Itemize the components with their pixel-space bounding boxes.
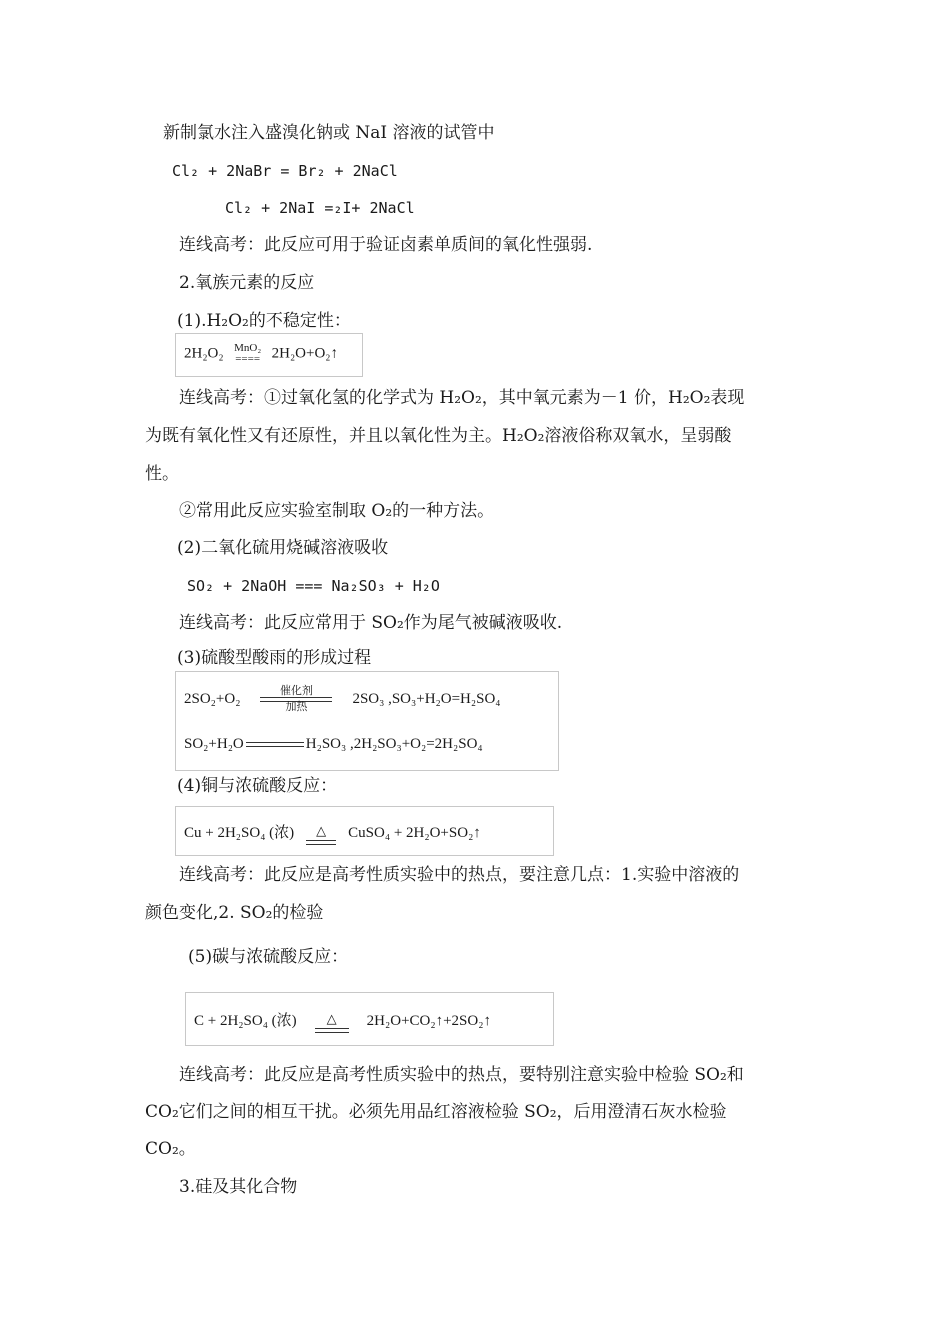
paragraph-line: 为既有氧化性又有还原性，并且以氧化性为主。H₂O₂溶液俗称双氧水，呈弱酸	[145, 426, 732, 446]
reactant: 2SO₂+O₂	[184, 690, 241, 707]
product: CuSO₄ + 2H₂O+SO₂↑	[348, 825, 481, 841]
equals-sign: ====	[235, 353, 261, 365]
equation-box-cu	[175, 806, 554, 856]
text-line: (4)铜与浓硫酸反应：	[177, 776, 338, 796]
paragraph-line: CO₂它们之间的相互干扰。必须先用品红溶液检验 SO₂，后用澄清石灰水检验	[145, 1102, 727, 1122]
text-line: ②常用此反应实验室制取 O₂的一种方法。	[179, 501, 495, 521]
equation-line: Cl₂ + 2NaBr = Br₂ + 2NaCl	[172, 162, 398, 180]
paragraph-line: 连线高考：此反应是高考性质实验中的热点，要注意几点：1.实验中溶液的	[179, 865, 740, 885]
reactant: C + 2H₂SO₄ (浓)	[194, 1013, 297, 1029]
paragraph-line: CO₂。	[145, 1139, 196, 1159]
equation-box-acid-rain	[175, 671, 559, 771]
equals-sign	[306, 840, 336, 845]
paragraph-line: 性。	[145, 464, 179, 484]
product: 2H₂O+CO₂↑+2SO₂↑	[366, 1013, 491, 1029]
equation-box-h2o2	[175, 333, 363, 377]
equation-box-c	[185, 992, 554, 1046]
paragraph-line: 连线高考：①过氧化氢的化学式为 H₂O₂，其中氧元素为－1 价，H₂O₂表现	[179, 388, 745, 408]
heat-label: 加热	[285, 701, 308, 713]
text-line: 连线高考：此反应可用于验证卤素单质间的氧化性强弱.	[179, 235, 593, 255]
heat-symbol: △	[316, 822, 327, 838]
product: 2SO₃ ,SO₃+H₂O=H₂SO₄	[352, 690, 501, 707]
reaction-condition	[260, 686, 332, 713]
equals-sign	[315, 1028, 349, 1033]
text-line: (5)碳与浓硫酸反应：	[188, 947, 349, 967]
catalyst-label: 催化剂	[279, 685, 313, 697]
reversible-arrow	[246, 742, 304, 747]
reactant: SO₂+H₂O	[184, 736, 244, 752]
paragraph-line: 连线高考：此反应是高考性质实验中的热点，要特别注意实验中检验 SO₂和	[179, 1065, 744, 1085]
reaction-condition	[306, 823, 336, 845]
product: H₂SO₃ ,2H₂SO₃+O₂=2H₂SO₄	[305, 736, 483, 752]
section-heading: 2.氧族元素的反应	[179, 273, 315, 293]
reactant: Cu + 2H₂SO₄ (浓)	[184, 825, 295, 841]
reaction-condition	[230, 343, 266, 365]
text-line: (2)二氧化硫用烧碱溶液吸收	[177, 538, 389, 558]
text-line: (3)硫酸型酸雨的形成过程	[177, 648, 372, 668]
reaction-condition	[315, 1011, 349, 1033]
text-line: 连线高考：此反应常用于 SO₂作为尾气被碱液吸收.	[179, 613, 563, 633]
equation-line: Cl₂ + 2NaI =₂I+ 2NaCl	[225, 199, 415, 217]
catalyst-label: MnO₂	[234, 342, 262, 354]
product: 2H₂O+O₂↑	[271, 345, 339, 362]
text-line: (1).H₂O₂的不稳定性：	[177, 311, 351, 331]
equation-line: SO₂ + 2NaOH === Na₂SO₃ + H₂O	[187, 577, 440, 595]
paragraph-line: 颜色变化,2. SO₂的检验	[145, 903, 324, 923]
text-line: 新制氯水注入盛溴化钠或 NaI 溶液的试管中	[163, 123, 495, 143]
section-heading: 3.硅及其化合物	[179, 1177, 298, 1197]
reactant: 2H₂O₂	[184, 345, 224, 362]
heat-symbol: △	[326, 1010, 337, 1026]
